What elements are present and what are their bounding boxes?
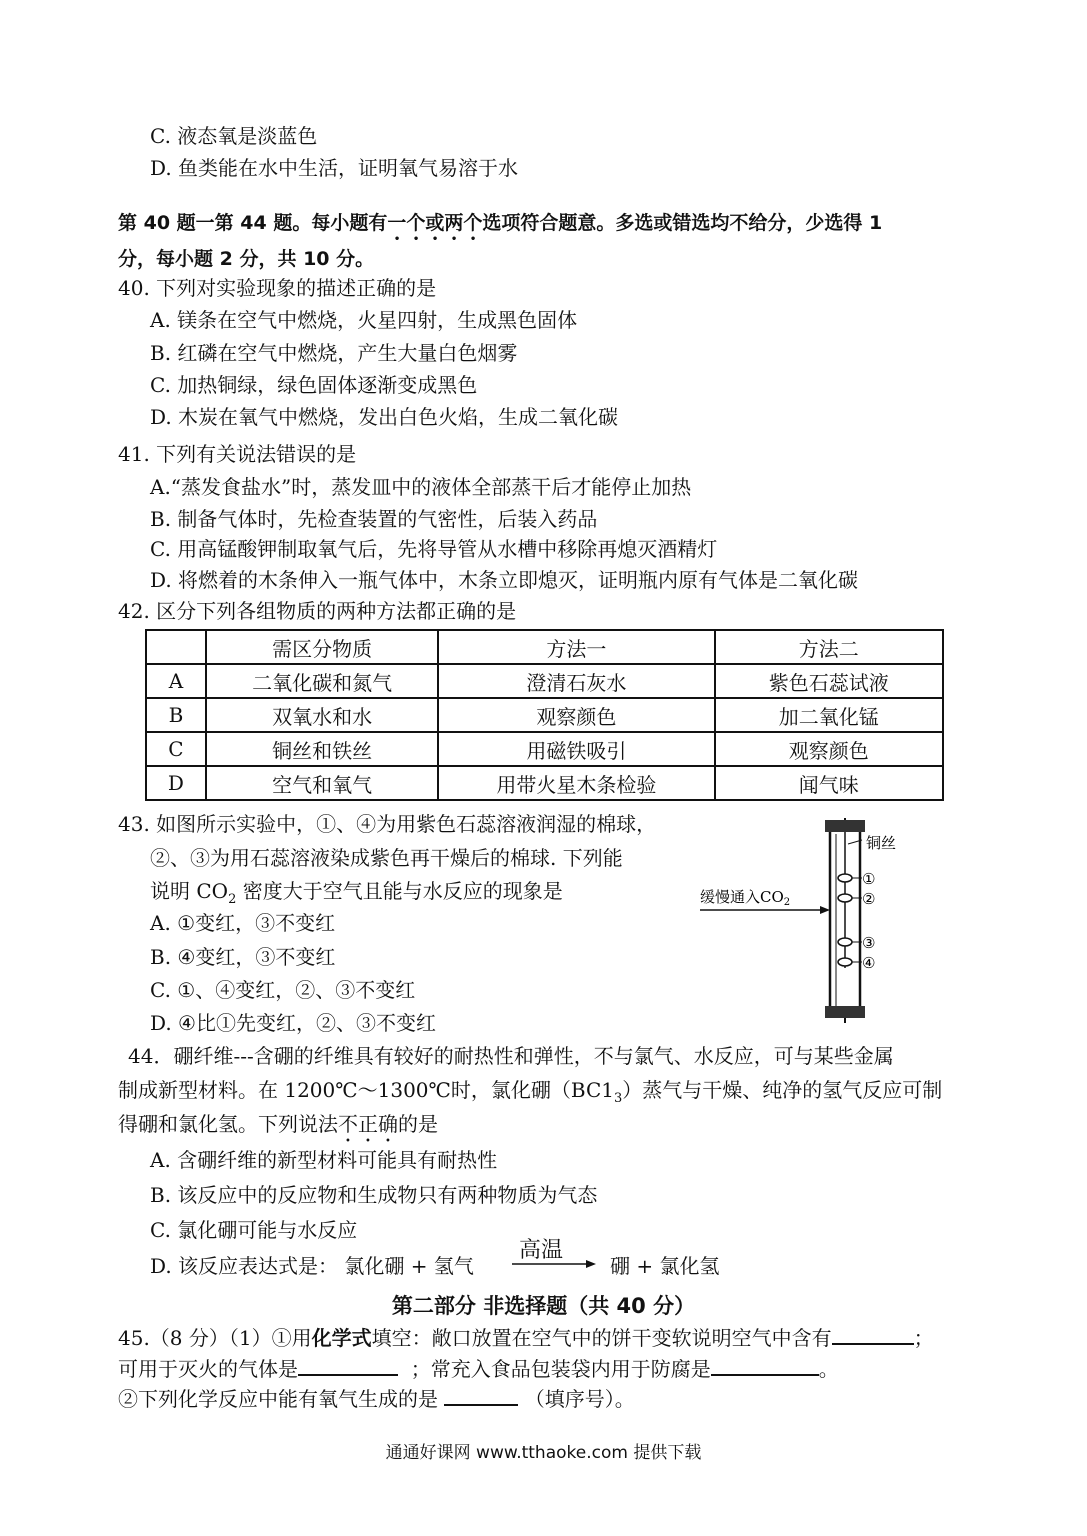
q45-line2: 可用于灭火的气体是 ；常充入食品包装袋内用于防腐是 。	[118, 1354, 839, 1382]
q41-option-a: A.“蒸发食盐水”时，蒸发皿中的液体全部蒸干后才能停止加热	[150, 475, 692, 499]
q39-option-c: C. 液态氧是淡蓝色	[150, 124, 318, 148]
q40-option-a: A. 镁条在空气中燃烧，火星四射，生成黑色固体	[150, 308, 578, 332]
q41-option-d: D. 将燃着的木条伸入一瓶气体中，木条立即熄灭，证明瓶内原有气体是二氧化碳	[150, 568, 859, 592]
table-cell: C	[146, 732, 206, 766]
table-row	[146, 698, 943, 732]
q44-option-d-products: 硼 + 氯化氢	[610, 1254, 720, 1278]
reaction-condition: 高温	[519, 1238, 564, 1263]
top-stopper	[825, 820, 865, 832]
q45-line1: 45.（8 分）（1）①用化学式填空：敞口放置在空气中的饼干变软说明空气中含有 ；	[118, 1323, 934, 1351]
emphasis-chemical-formula: 化学式	[311, 1326, 372, 1350]
q41-option-c: C. 用高锰酸钾制取氧气后，先将导管从水槽中移除再熄灭酒精灯	[150, 537, 718, 561]
q43-option-b: B. ④变红，③不变红	[150, 945, 336, 969]
q44-emphasis: 不正确	[338, 1112, 398, 1136]
q41-option-b: B. 制备气体时，先检查装置的气密性，后装入药品	[150, 507, 598, 531]
q43-option-d: D. ④比①先变红，②、③不变红	[150, 1011, 436, 1035]
q43-apparatus-figure	[690, 818, 920, 1028]
q43-stem-line3: 说明 $CO_2$ 密度大于空气且能与水反应的现象是	[150, 879, 563, 907]
q40-option-d: D. 木炭在氧气中燃烧，发出白色火焰，生成二氧化碳	[150, 405, 619, 429]
cotton-ball-3	[838, 938, 852, 946]
reaction-arrow-icon	[512, 1258, 596, 1270]
q39-option-d: D. 鱼类能在水中生活，证明氧气易溶于水	[150, 156, 519, 180]
section-two-title: 第二部分 非选择题（共 40 分）	[391, 1294, 696, 1318]
table-cell: A	[146, 664, 206, 698]
table-header-cell: 方法二	[715, 630, 943, 664]
q41-stem: 41. 下列有关说法错误的是	[118, 442, 357, 466]
q44-stem-line3: 得硼和氯化氢。下列说法不正确的是	[118, 1112, 438, 1136]
bottom-stopper	[825, 1006, 865, 1018]
q40-stem: 40. 下列对实验现象的描述正确的是	[118, 276, 437, 300]
table-cell: 观察颜色	[715, 732, 943, 766]
table-cell: 双氧水和水	[206, 698, 438, 732]
table-header-cell: 需区分物质	[206, 630, 438, 664]
table-header-cell	[146, 630, 206, 664]
instructions-line2: 分，每小题 2 分，共 10 分。	[118, 248, 375, 270]
table-cell: D	[146, 766, 206, 800]
table-header-cell: 方法一	[438, 630, 714, 664]
answer-blank-2[interactable]	[298, 1354, 398, 1376]
table-cell: 用带火星木条检验	[438, 766, 714, 800]
table-cell: 加二氧化锰	[715, 698, 943, 732]
ball-label-4: ④	[862, 954, 876, 972]
table-cell: 用磁铁吸引	[438, 732, 714, 766]
inlet-label: 缓慢通入$CO_2$	[700, 888, 791, 908]
table-cell: B	[146, 698, 206, 732]
q40-option-c: C. 加热铜绿，绿色固体逐渐变成黑色	[150, 373, 478, 397]
table-cell: 铜丝和铁丝	[206, 732, 438, 766]
q44-option-a: A. 含硼纤维的新型材料可能具有耐热性	[150, 1148, 498, 1172]
q42-table	[145, 629, 944, 801]
table-cell: 观察颜色	[438, 698, 714, 732]
q43-stem-line2: ②、③为用石蕊溶液染成紫色再干燥后的棉球. 下列能	[150, 846, 623, 870]
q44-option-b: B. 该反应中的反应物和生成物只有两种物质为气态	[150, 1183, 598, 1207]
table-cell: 澄清石灰水	[438, 664, 714, 698]
table-row	[146, 766, 943, 800]
cotton-ball-2	[838, 894, 852, 902]
table-cell: 二氧化碳和氮气	[206, 664, 438, 698]
ball-label-3: ③	[862, 934, 876, 952]
q44-stem-line2: 制成新型材料。在 1200℃～1300℃时，氯化硼$(BC1_3)$蒸气与干燥、纯净的氢气反应可制	[118, 1078, 943, 1106]
q42-stem: 42. 区分下列各组物质的两种方法都正确的是	[118, 599, 517, 623]
cotton-ball-1	[838, 874, 852, 882]
q43-stem-line1: 43. 如图所示实验中，①、④为用紫色石蕊溶液润湿的棉球，	[118, 812, 657, 836]
cotton-ball-4	[838, 958, 852, 966]
table-row	[146, 732, 943, 766]
copper-wire-label: 铜丝	[866, 834, 897, 852]
q40-option-b: B. 红磷在空气中燃烧，产生大量白色烟雾	[150, 341, 518, 365]
q43-option-a: A. ①变红，③不变红	[150, 911, 336, 935]
page-footer: 通通好课网 www.tthaoke.com 提供下载	[385, 1443, 702, 1463]
answer-blank-3[interactable]	[711, 1354, 819, 1376]
q43-option-c: C. ①、④变红，②、③不变红	[150, 978, 416, 1002]
answer-blank-1[interactable]	[832, 1323, 914, 1345]
q44-stem-line1: 44．硼纤维---含硼的纤维具有较好的耐热性和弹性，不与氯气、水反应，可与某些金属	[128, 1044, 894, 1068]
ball-label-2: ②	[862, 890, 876, 908]
answer-blank-4[interactable]	[444, 1384, 518, 1406]
q44-option-c: C. 氯化硼可能与水反应	[150, 1218, 358, 1242]
table-cell: 空气和氧气	[206, 766, 438, 800]
q44-option-d: D. 该反应表达式是： 氯化硼 + 氢气	[150, 1254, 474, 1278]
table-cell: 闻气味	[715, 766, 943, 800]
ball-label-1: ①	[862, 870, 876, 888]
table-cell: 紫色石蕊试液	[715, 664, 943, 698]
table-header-row	[146, 630, 943, 664]
table-row	[146, 664, 943, 698]
arrow-head-icon	[820, 906, 830, 914]
instructions-line1: 第 40 题一第 44 题。每小题有一个或两个选项符合题意。多选或错选均不给分，少选得 1	[118, 212, 883, 234]
q45-line3: ②下列化学反应中能有氧气生成的是 （填序号）。	[118, 1384, 635, 1412]
instructions-emphasis: 一个或两个	[387, 212, 483, 234]
